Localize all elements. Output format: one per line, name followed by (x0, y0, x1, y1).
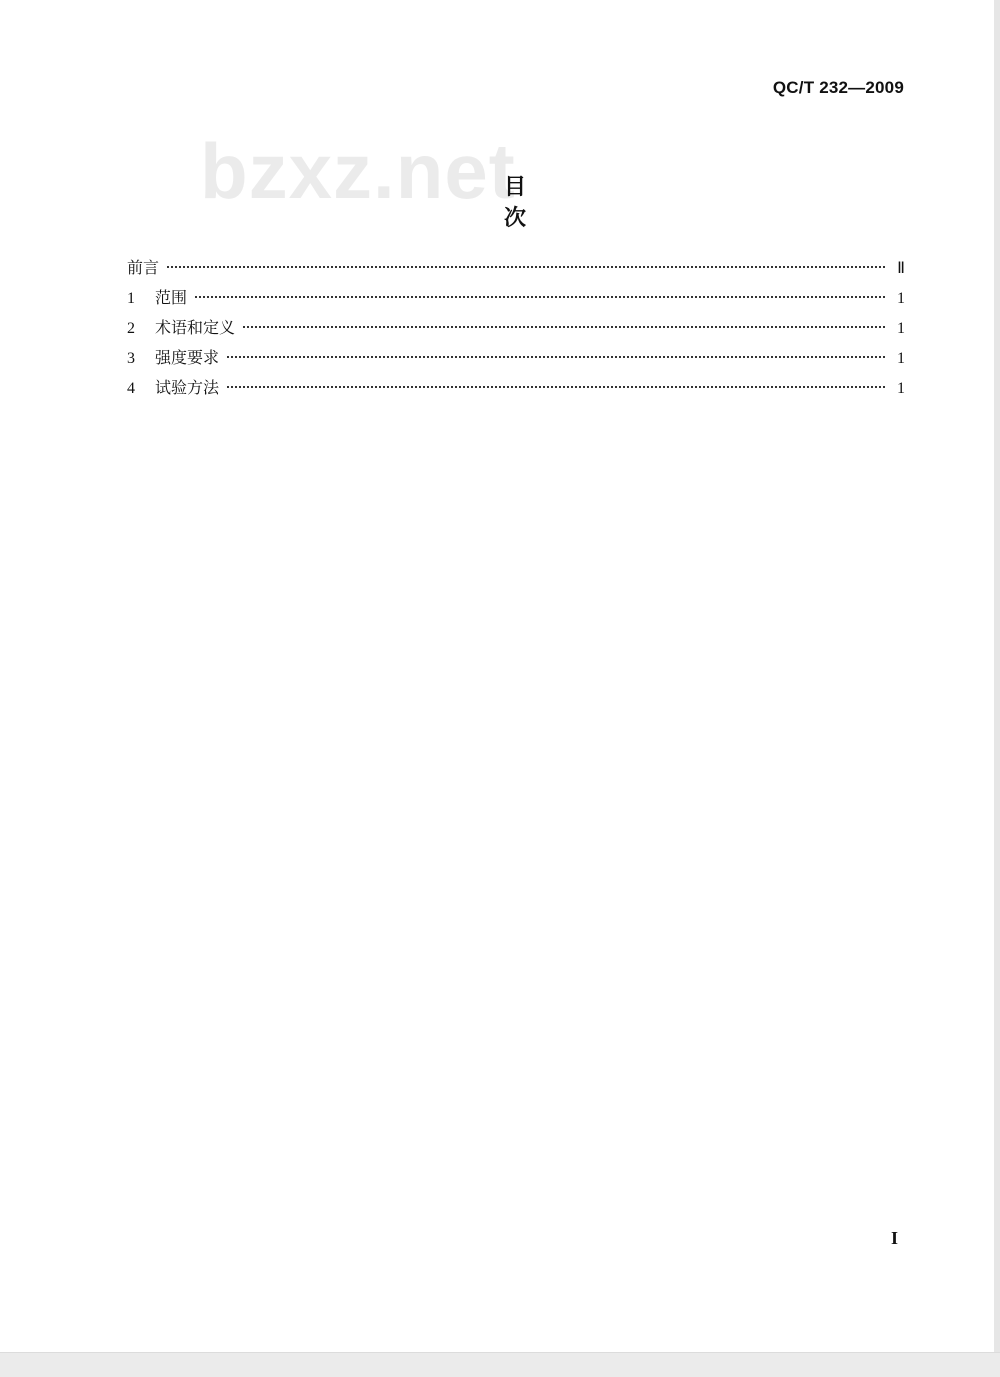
toc-dot-leader (167, 266, 885, 268)
page-number: I (890, 1228, 898, 1248)
toc-entry-number: 1 (127, 290, 135, 307)
toc-dot-leader (227, 356, 885, 358)
viewer-bottom-strip (0, 1352, 1000, 1377)
toc-entry-number: 3 (127, 350, 135, 367)
table-of-contents (127, 255, 905, 405)
toc-entry-number: 4 (127, 380, 135, 397)
toc-entry-label: 强度要求 (155, 348, 220, 367)
watermark-text: bzxz.net (200, 127, 516, 215)
toc-dot-leader (227, 386, 885, 388)
toc-entry-page: 1 (897, 290, 905, 307)
toc-entry-label: 前言 (127, 258, 160, 277)
toc-dot-leader (195, 296, 885, 298)
toc-entry-test-methods[interactable] (127, 375, 905, 405)
toc-entry-strength[interactable] (127, 345, 905, 375)
toc-title: 目 次 (503, 175, 568, 231)
toc-dot-leader (243, 326, 885, 328)
toc-entry-page: Ⅱ (897, 260, 905, 277)
toc-entry-number: 2 (127, 320, 135, 337)
toc-entry-page: 1 (897, 380, 905, 397)
toc-entry-terms[interactable] (127, 315, 905, 345)
toc-entry-page: 1 (897, 350, 905, 367)
toc-entry-label: 术语和定义 (155, 318, 236, 337)
toc-entry-scope[interactable] (127, 285, 905, 315)
toc-entry-label: 试验方法 (155, 378, 220, 397)
toc-entry-page: 1 (897, 320, 905, 337)
toc-entry-foreword[interactable] (127, 255, 905, 285)
standard-number: QC/T 232—2009 (772, 78, 904, 97)
page-edge-shadow (994, 0, 1000, 1352)
toc-entry-label: 范围 (155, 288, 188, 307)
